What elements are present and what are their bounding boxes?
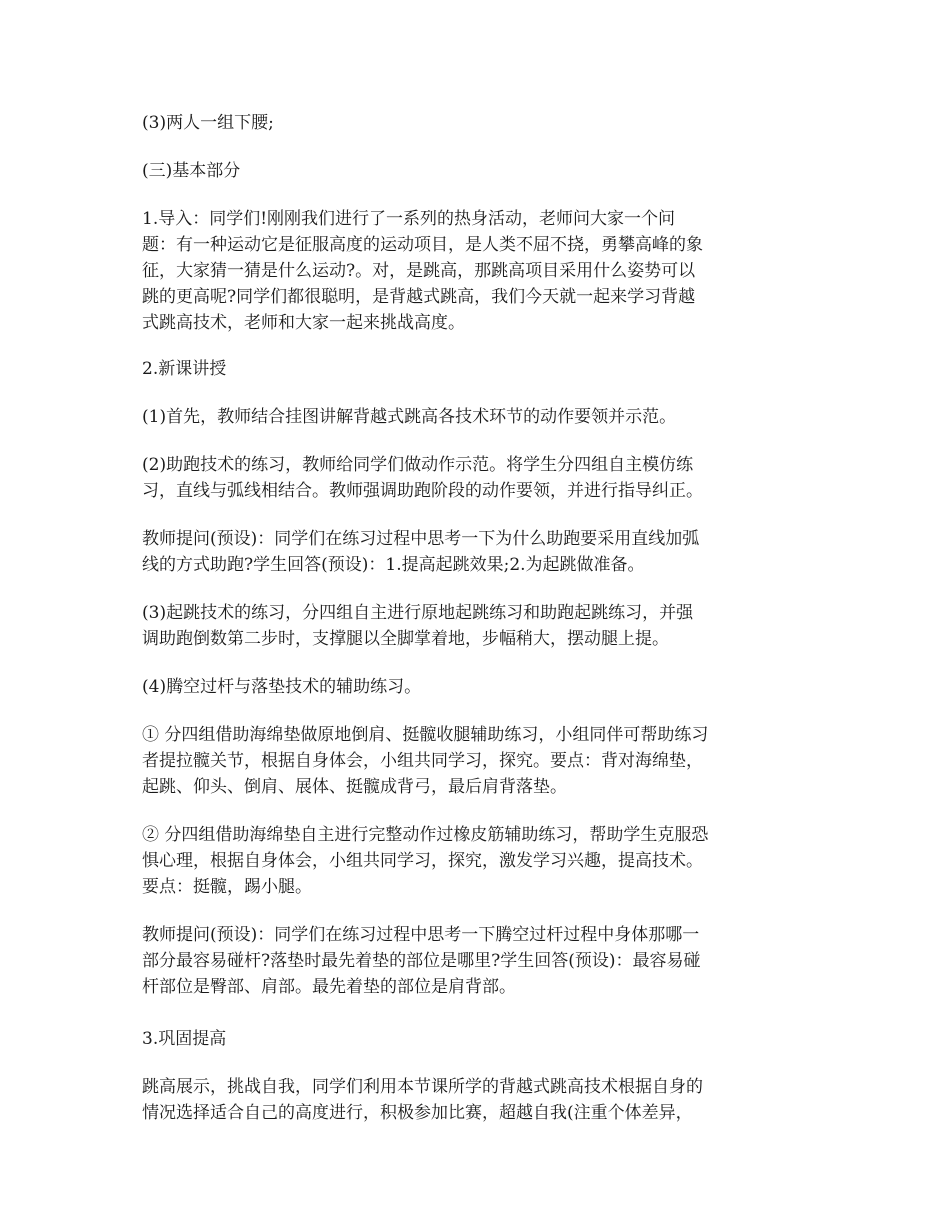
text-line: (4)腾空过杆与落垫技术的辅助练习。 — [142, 677, 422, 697]
text-line: 2.新课讲授 — [142, 359, 227, 379]
text-line: ② 分四组借助海绵垫自主进行完整动作过橡皮筋辅助练习，帮助学生克服恐 — [142, 825, 709, 845]
body-paragraph — [142, 1074, 703, 1126]
text-line: (2)助跑技术的练习，教师给同学们做动作示范。将学生分四组自主模仿练 — [142, 455, 694, 475]
text-line: 1.导入：同学们!刚刚我们进行了一系列的热身活动，老师问大家一个问 — [142, 209, 676, 229]
subsection-heading — [142, 356, 226, 382]
text-line: 式跳高技术，老师和大家一起来挑战高度。 — [142, 313, 465, 333]
question-paragraph — [142, 922, 701, 1000]
text-line: 题：有一种运动它是征服高度的运动项目，是人类不屈不挠，勇攀高峰的象 — [142, 235, 703, 255]
text-line: 起跳、仰头、倒肩、展体、挺髋成背弓，最后肩背落垫。 — [142, 777, 567, 797]
text-line: 情况选择适合自己的高度进行，积极参加比赛，超越自我(注重个体差异， — [142, 1103, 693, 1123]
step-paragraph — [142, 600, 693, 652]
text-line: ① 分四组借助海绵垫做原地倒肩、挺髋收腿辅助练习，小组同伴可帮助练习 — [142, 725, 709, 745]
step-paragraph — [142, 452, 703, 504]
text-line: (3)两人一组下腰; — [142, 113, 274, 133]
step-paragraph — [142, 674, 421, 700]
item-paragraph — [142, 110, 274, 136]
section-heading — [142, 158, 240, 184]
text-line: (三)基本部分 — [142, 161, 241, 181]
text-line: 征，大家猜一猜是什么运动?。对，是跳高，那跳高项目采用什么姿势可以 — [142, 261, 696, 281]
text-line: 者提拉髋关节，根据自身体会，小组共同学习，探究。要点：背对海绵垫， — [142, 751, 703, 771]
text-line: 3.巩固提高 — [142, 1029, 227, 1049]
drill-paragraph — [142, 722, 708, 800]
intro-paragraph — [142, 206, 703, 336]
question-paragraph — [142, 526, 699, 578]
drill-paragraph — [142, 822, 708, 900]
subsection-heading — [142, 1026, 226, 1052]
text-line: 教师提问(预设)：同学们在练习过程中思考一下为什么助跑要采用直线加弧 — [142, 529, 700, 549]
text-line: 跳的更高呢?同学们都很聪明，是背越式跳高，我们今天就一起来学习背越 — [142, 287, 696, 307]
text-line: (3)起跳技术的练习，分四组自主进行原地起跳练习和助跑起跳练习，并强 — [142, 603, 694, 623]
text-line: 跳高展示，挑战自我，同学们利用本节课所学的背越式跳高技术根据自身的 — [142, 1077, 703, 1097]
text-line: 部分最容易碰杆?落垫时最先着垫的部位是哪里?学生回答(预设)：最容易碰 — [142, 951, 701, 971]
text-line: 杆部位是臀部、肩部。最先着垫的部位是肩背部。 — [142, 977, 516, 997]
text-line: 调助跑倒数第二步时，支撑腿以全脚掌着地，步幅稍大，摆动腿上提。 — [142, 629, 669, 649]
step-paragraph — [142, 404, 676, 430]
text-line: 习，直线与弧线相结合。教师强调助跑阶段的动作要领，并进行指导纠正。 — [142, 481, 703, 501]
text-line: 要点：挺髋，踢小腿。 — [142, 877, 312, 897]
text-line: 惧心理，根据自身体会，小组共同学习，探究，激发学习兴趣，提高技术。 — [142, 851, 703, 871]
text-line: 线的方式助跑?学生回答(预设)：1.提高起跳效果;2.为起跳做准备。 — [142, 555, 645, 575]
text-line: (1)首先，教师结合挂图讲解背越式跳高各技术环节的动作要领并示范。 — [142, 407, 677, 427]
text-line: 教师提问(预设)：同学们在练习过程中思考一下腾空过杆过程中身体那哪一 — [142, 925, 700, 945]
